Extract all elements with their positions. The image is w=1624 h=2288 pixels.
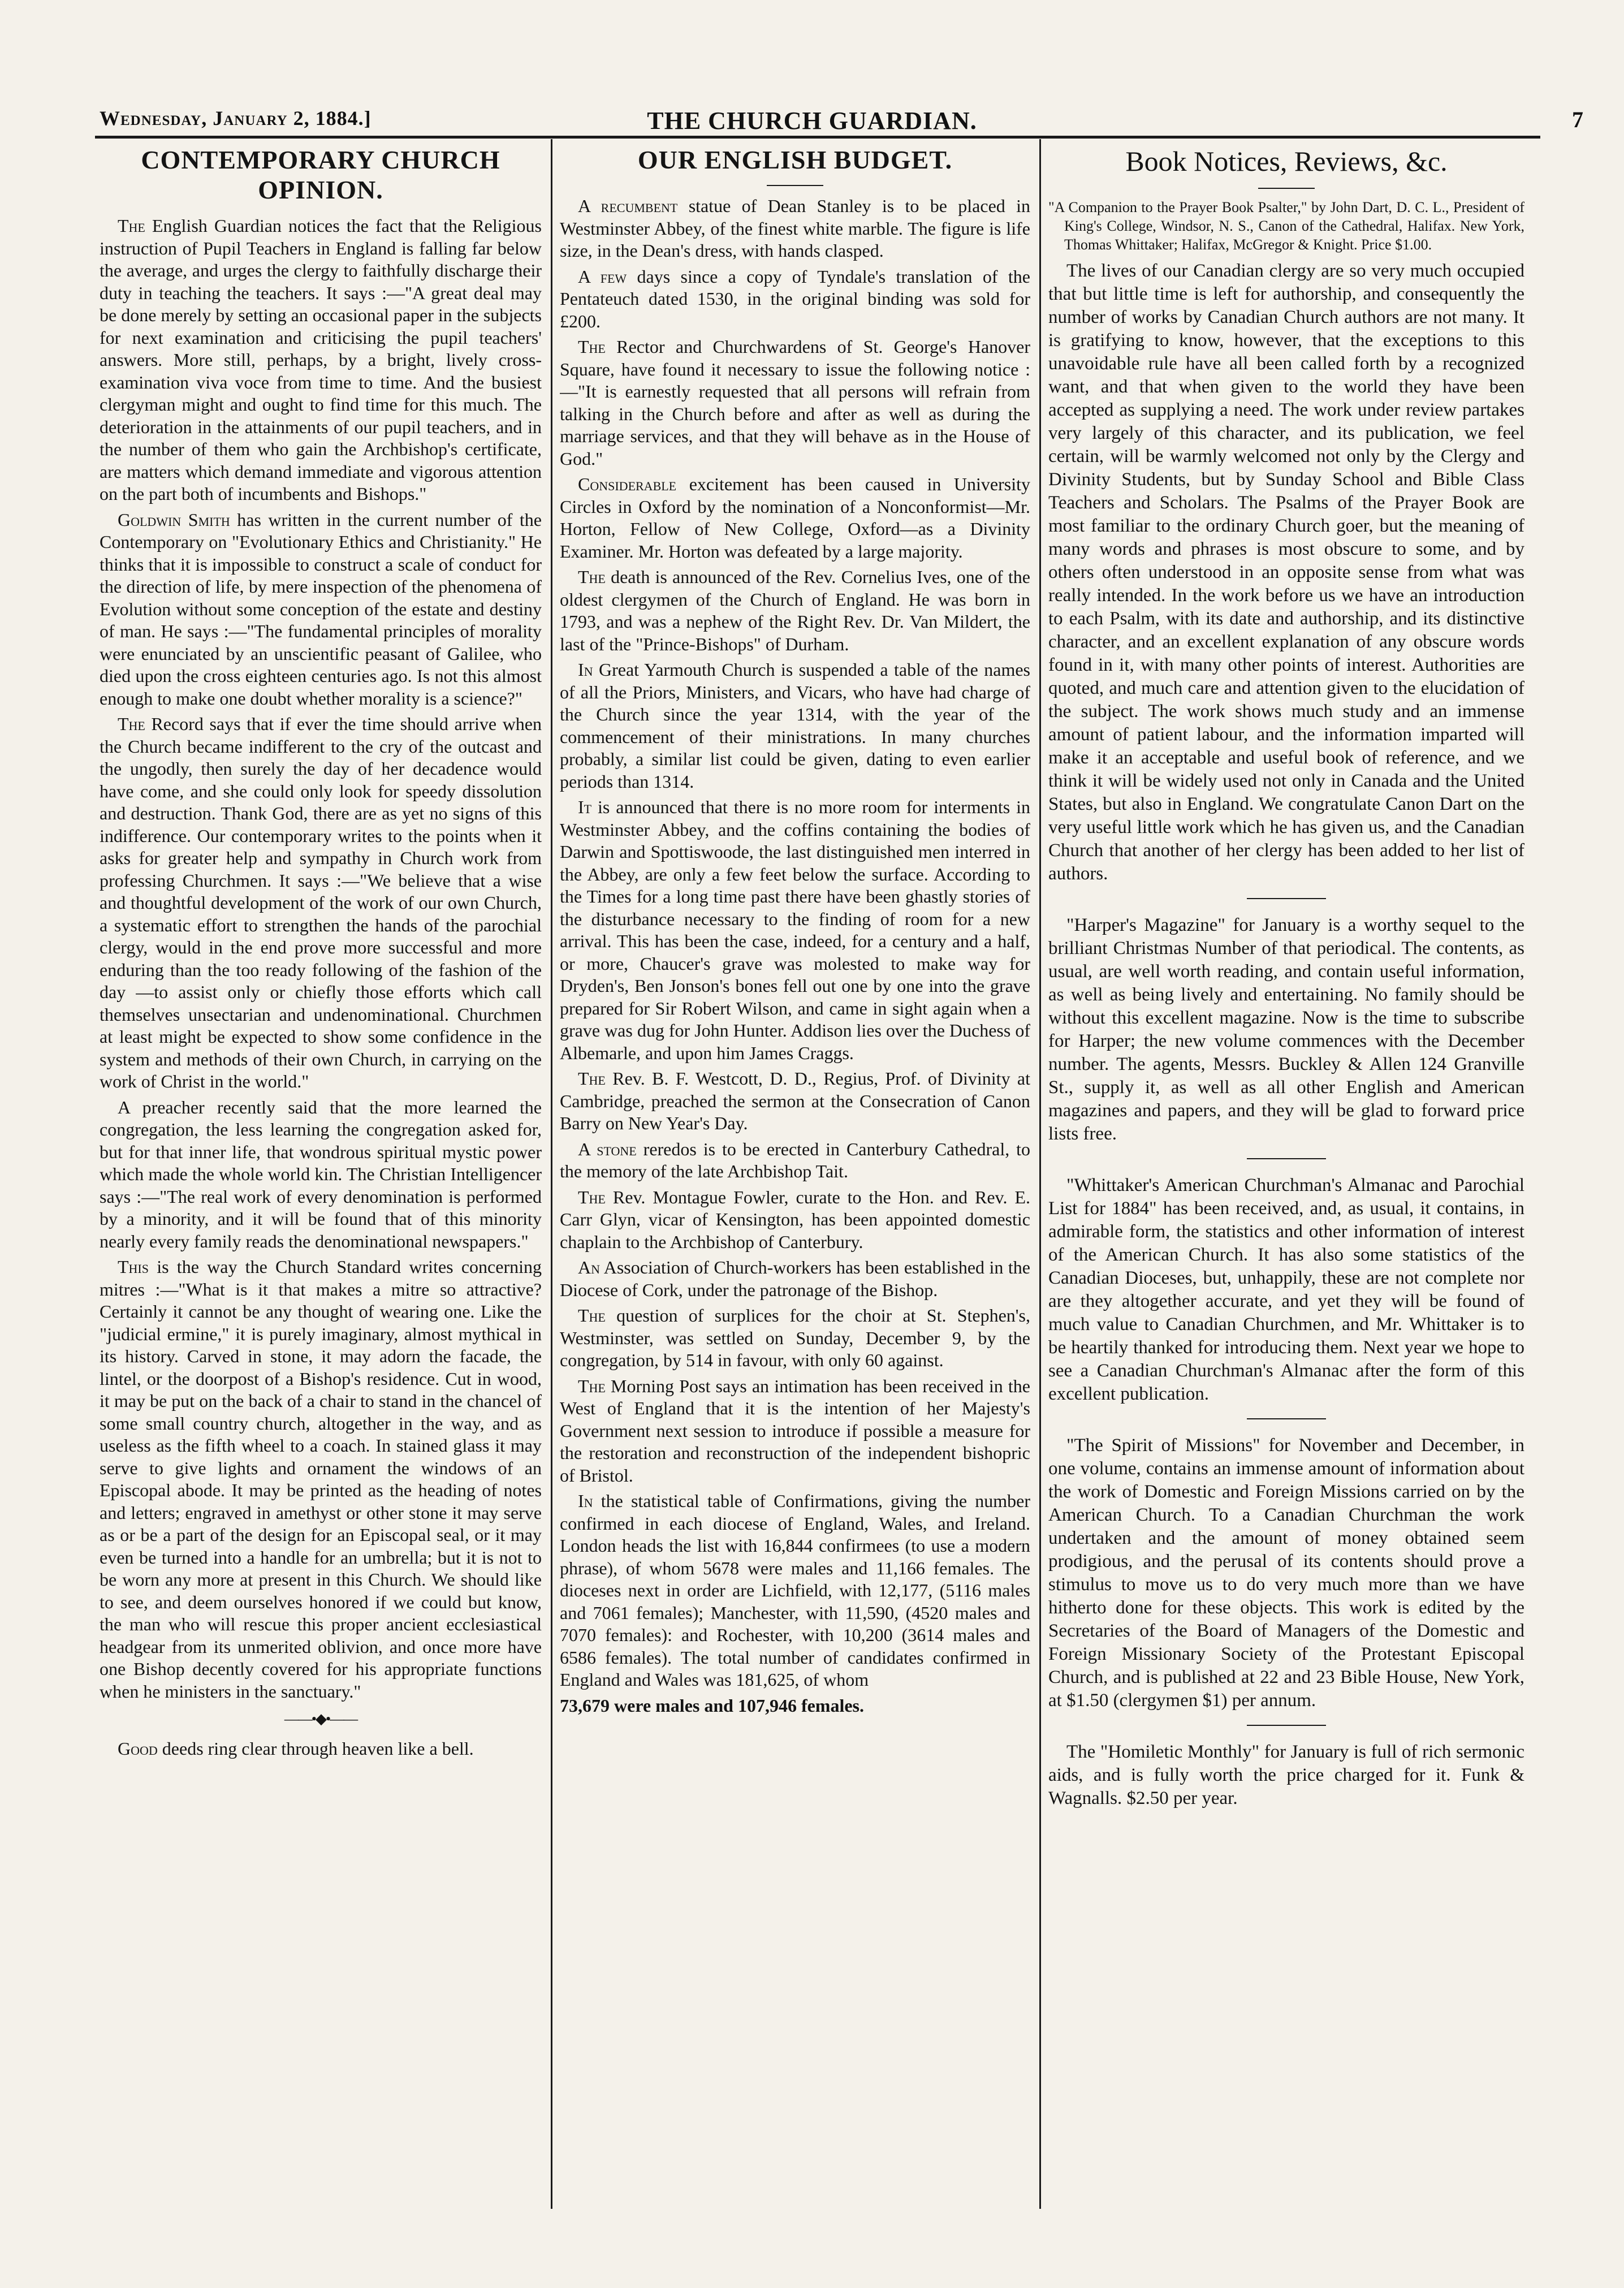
paragraph-lead: In	[578, 1491, 593, 1511]
column2-body	[560, 195, 1030, 1691]
book-entry: "A Companion to the Prayer Book Psalter," by John Dart, D. C. L., President of King's College, Windsor, N. S., Canon of the Cathedral, Halifax. New York, Thomas Whittaker; Halifax, McGregor & Knight. Price $1.00.	[1048, 199, 1524, 253]
article-paragraph	[100, 713, 542, 1093]
article-paragraph	[560, 336, 1030, 470]
paragraph-lead: A stone	[578, 1138, 637, 1159]
article-paragraph	[100, 509, 542, 710]
article-paragraph	[560, 1305, 1030, 1372]
article-paragraph	[1048, 1434, 1524, 1712]
article-paragraph	[560, 266, 1030, 333]
issue-date: Wednesday, January 2, 1884.]	[100, 107, 372, 129]
column3-body	[1048, 260, 1524, 1810]
article-paragraph	[560, 195, 1030, 262]
paragraph-text: excitement has been caused in University Circles in Oxford by the nomination of a Nonconformist—Mr. Horton, Fellow of New College, Oxford—as a Divinity Examiner. Mr. Horton was defeated by a large majority.	[560, 474, 1030, 562]
column2-heading: OUR ENGLISH BUDGET.	[637, 145, 953, 174]
paragraph-lead: The	[578, 1068, 606, 1089]
section-separator	[1247, 898, 1326, 899]
paragraph-text: Great Yarmouth Church is suspended a table of the names of all the Priors, Ministers, and Vicars, who have had charge of the Church since the year 1314, with the year of the commencement of their ministrations. In many churches probably, a similar list could be given, dating to even earlier periods than 1314.	[560, 659, 1030, 792]
article-paragraph	[560, 1138, 1030, 1183]
paragraph-text: A preacher recently said that the more learned the congregation, the less learning the congregation asked for, but for that inner life, that wondrous spiritual mystic power which made the whole world kin. The Christian Intelligencer says :—"The real work of every denomination is performed by a minority, and it will be found that of this minority nearly every family reads the denominational newspapers."	[100, 1096, 542, 1251]
article-paragraph	[1048, 914, 1524, 1146]
paragraph-lead: The	[578, 1375, 606, 1396]
paragraph-lead: An	[578, 1257, 600, 1277]
article-paragraph	[100, 1256, 542, 1703]
paragraph-text: Association of Church-workers has been established in the Diocese of Cork, under the patronage of the Bishop.	[560, 1257, 1030, 1300]
column-contemporary-church-opinion	[100, 139, 542, 2209]
section-separator	[1247, 1158, 1326, 1159]
paragraph-text: is announced that there is no more room for interments in Westminster Abbey, and the coffins containing the bodies of Darwin and Spottiswoode, the last distinguished men interred in the Abbey, are only a few feet below the surface. According to the Times for a long time past there have been ghastly stories of the disturbance necessary to the finding of room for a new arrival. This has been the case, indeed, for a century and a half, or more, Chaucer's grave was molested to make way for Dryden's, Ben Jonson's bones fell out one by one into the grave prepared for Sir Robert Wilson, and came in sight again when a grave was dug for John Hunter. Addison lies over the Duchess of Albemarle, and upon him James Craggs.	[560, 797, 1030, 1063]
heading-rule	[1258, 188, 1315, 189]
paragraph-text: has written in the current number of the Contemporary on "Evolutionary Ethics and Christianity." He thinks that it is impossible to construct a scale of conduct for the direction of life, by mere inspection of the phenomena of Evolution without some conception of the estate and destiny of man. He says :—"The fundamental principles of morality were enunciated by an unscientific peasant of Galilee, who died upon the cross eighteen centuries ago. Is not this almost enough to make one doubt whether morality is a science?"	[100, 509, 542, 709]
article-paragraph	[560, 1375, 1030, 1487]
paragraph-lead: It	[578, 797, 592, 817]
paragraph-text: deeds ring clear through heaven like a bell.	[162, 1738, 474, 1759]
article-paragraph	[560, 566, 1030, 655]
ornament-divider: ——•◆•——	[284, 1711, 357, 1727]
article-paragraph	[560, 659, 1030, 793]
paragraph-text: Rev. Montague Fowler, curate to the Hon. and Rev. E. Carr Glyn, vicar of Kensington, has been appointed domestic chaplain to the Archbishop of Canterbury.	[560, 1186, 1030, 1252]
paragraph-lead: The	[578, 1305, 606, 1326]
paragraph-text: English Guardian notices the fact that the Religious instruction of Pupil Teachers in England is falling far below the average, and urges the clergy to faithfully discharge their duty in teaching the teachers. It says :—"A great deal may be done merely by setting an occasional paper in the subjects for next examination and criticising the pupil teachers' answers. More still, perhaps, by a bright, lively cross-examination viva voce from time to time. And the busiest clergyman might and ought to find time for this much. The deterioration in the attainments of our pupil teachers, and in the number of them who gain the Archbishop's certificate, are matters which demand immediate and vigorous attention on the part both of incumbents and Bishops."	[100, 215, 542, 504]
paragraph-text: Morning Post says an intimation has been received in the West of England that it is the intention of her Majesty's Government next session to introduce if possible a measure for the restoration and reconstruction of the independent bishopric of Bristol.	[560, 1375, 1030, 1486]
column1-final-paragraph	[100, 1738, 542, 1760]
paragraph-text: The lives of our Canadian clergy are so very much occupied that but little time is left for authorship, and consequently the number of works by Canadian Church authors are not many. It is gratifying to know, however, that the exceptions to this unavoidable rule have all been called forth by a recognized want, and that when given to the world they have been accepted as supplying a need. The work under review partakes very largely of this character, and its publication, we feel certain, will be warmly welcomed not only by the Clergy and Divinity Students, but by Sunday School and Bible Class Teachers and Scholars. The Psalms of the Prayer Book are most familiar to the ordinary Church goer, but the meaning of many words and phrases is most obscure to some, and by others often understood in an opposite sense from what was really intended. In the work before us we have an introduction to each Psalm, with its date and authorship, and its distinctive character, and an excellent explanation of any obscure words found in it, with many other points of interest. Authorities are quoted, and much care and attention given to the elucidation of the subject. The work shows much study and an immense amount of patient labour, and the information imparted will make it an acceptable and useful book of reference, and we think it will be widely used not only in Canada and the United States, but also in England. We congratulate Canon Dart on the very useful little work which he has given us, and the Canadian Church that another of her clergy has been added to her list of authors.	[1048, 261, 1524, 884]
paragraph-text: The "Homiletic Monthly" for January is full of rich sermonic aids, and is fully worth the price charged for it. Funk & Wagnalls. $2.50 per year.	[1048, 1742, 1524, 1808]
paragraph-text: is the way the Church Standard writes concerning mitres :—"What is it that makes a mitre so attractive? Certainly it cannot be any thought of wearing one. Like the "judicial ermine," it is purely imaginary, almost mythical in its history. Carved in stone, it may adorn the facade, the lintel, or the doorpost of a Bishop's residence. Cut in wood, it may be put on the back of a chair to stand in the chancel of some small country church, altogether in the way, and as useless as the fifth wheel to a coach. In stained glass it may serve to give lights and ornament the windows of an Episcopal abode. It may be printed as the heading of notes and letters; engraved in amethyst or other stone it may serve as or be a part of the design for an Episcopal seal, or it may even be turned into a handle for an umbrella; but it is not to be worn any more at present in this Church. We should like to see, and deem ourselves honored if we could but know, the man who will rescue this proper ancient ecclesiastical headgear from its unmerited oblivion, and once more have one Bishop decently covered for his appropriate functions when he ministers in the sanctuary."	[100, 1257, 542, 1702]
column-divider-2	[1039, 139, 1041, 2209]
section-separator	[1247, 1418, 1326, 1419]
article-paragraph	[560, 1490, 1030, 1691]
article-paragraph	[560, 1068, 1030, 1135]
paragraph-lead: In	[578, 659, 593, 680]
paragraph-lead: The	[578, 567, 606, 587]
paragraph-text: Rev. B. F. Westcott, D. D., Regius, Prof. of Divinity at Cambridge, preached the sermon at the Consecration of Canon Barry on New Year's Day.	[560, 1068, 1030, 1133]
article-paragraph	[560, 1257, 1030, 1301]
paragraph-lead: The	[578, 1186, 606, 1207]
article-paragraph	[560, 796, 1030, 1064]
paragraph-text: days since a copy of Tyndale's translation of the Pentateuch dated 1530, in the original binding was sold for £200.	[560, 266, 1030, 331]
column-book-notices	[1048, 139, 1524, 2209]
paragraph-text: the statistical table of Confirmations, giving the number confirmed in each diocese of England, Wales, and Ireland. London heads the list with 16,844 confirmees (to use a modern phrase), of whom 5678 were males and 11,166 females. The dioceses next in order are Lichfield, with 12,177, (5116 males and 7061 females); Manchester, with 11,590, (4520 males and 7070 females): and Rochester, with 10,200 (3614 males and 6586 females). The total number of candidates confirmed in England and Wales was 181,625, of whom	[560, 1491, 1030, 1690]
paragraph-text: reredos is to be erected in Canterbury Cathedral, to the memory of the late Archbishop Tait.	[560, 1138, 1030, 1181]
paragraph-text: statue of Dean Stanley is to be placed in Westminster Abbey, of the finest white marble. The figure is life size, in the Dean's dress, with hands clasped.	[560, 196, 1030, 261]
paragraph-text: "The Spirit of Missions" for November and December, in one volume, contains an immense amount of information about the work of Domestic and Foreign Missions carried on by the American Church. To a Canadian Churchman the work undertaken and the amount of money obtained seem prodigious, and the perusal of its contents should prove a stimulus to move us to do very much more than we have hitherto done for these objects. This work is edited by the Secretaries of the Board of Managers of the Domestic and Foreign Missionary Society of the Protestant Episcopal Church, and is published at 22 and 23 Bible House, New York, at $1.50 (clergymen $1) per annum.	[1048, 1435, 1524, 1711]
section-separator	[1247, 1725, 1326, 1726]
article-paragraph	[1048, 260, 1524, 886]
article-paragraph	[100, 1096, 542, 1253]
paragraph-lead: A recumbent	[578, 196, 678, 216]
paragraph-lead: Considerable	[578, 474, 677, 494]
column2-final-line: 73,679 were males and 107,946 females.	[560, 1695, 864, 1716]
page-number: 7	[1572, 107, 1583, 132]
column-our-english-budget	[560, 139, 1030, 2209]
paragraph-text: death is announced of the Rev. Cornelius Ives, one of the oldest clergymen of the Church of England. He was born in 1793, and was a nephew of the Right Rev. Dr. Van Mildert, the last of the "Prince-Bishops" of Durham.	[560, 567, 1030, 654]
column-divider-1	[551, 139, 552, 2209]
paragraph-text: "Whittaker's American Churchman's Almanac and Parochial List for 1884" has been received, and, as usual, it contains, in admirable form, the statistics and other information of interest of the American Church. It has also some statistics of the Canadian Dioceses, but, unhappily, these are not complete nor are they altogether accurate, and yet they will be found of much value to Canadian Churchmen, and Mr. Whittaker is to be heartily thanked for introducing them. Next year we hope to see a Canadian Churchman's Almanac after the form of this excellent publication.	[1048, 1175, 1524, 1404]
paragraph-lead: This	[118, 1257, 149, 1277]
paragraph-text: Record says that if ever the time should arrive when the Church became indifferent to the cry of the outcast and the ungodly, then surely the day of her decadence would have come, and she could only look for speedy dissolution and destruction. Thank God, there are as yet no signs of this indifference. Our contemporary writes to the points when it asks for greater help and sympathy in Church work from professing Churchmen. It says :—"We believe that a wise and thoughtful development of the work of our own Church, a systematic effort to strengthen the hands of the parochial clergy, would in the end prove more successful and more enduring than the too ready following of the fashion of the day —to assist only or chiefly those efforts which call themselves unsectarian and undenominational. Churchmen at least might be expected to show some confidence in the system and methods of their own Church, in carrying on the work of Christ in the world."	[100, 714, 542, 1091]
article-paragraph	[1048, 1741, 1524, 1810]
paragraph-lead: A few	[578, 266, 627, 287]
article-paragraph	[560, 473, 1030, 563]
paragraph-lead: Goldwin Smith	[118, 509, 230, 530]
article-paragraph	[1048, 1174, 1524, 1406]
column1-body	[100, 215, 542, 1703]
paragraph-lead: Good	[118, 1738, 158, 1759]
masthead-title: THE CHURCH GUARDIAN.	[647, 107, 977, 135]
heading-rule	[767, 185, 823, 186]
paragraph-text: "Harper's Magazine" for January is a worthy sequel to the brilliant Christmas Number of that periodical. The contents, as usual, are well worth reading, and contain useful information, as well as being lively and entertaining. No family should be without this excellent magazine. Now is the time to subscribe for Harper; the new volume commences with the December number. The agents, Messrs. Buckley & Allen 124 Granville St., supply it, as well as all other English and American magazines and papers, and they will be glad to forward price lists free.	[1048, 915, 1524, 1144]
paragraph-text: Rector and Churchwardens of St. George's Hanover Square, have found it necessary to issue the following notice :—"It is earnestly requested that all persons will refrain from talking in the Church before and after as well as during the marriage services, and that they will behave as in the House of God."	[560, 336, 1030, 469]
column3-heading: Book Notices, Reviews, &c.	[1125, 145, 1448, 177]
header-rule	[95, 136, 1540, 139]
paragraph-lead: The	[118, 215, 145, 236]
article-paragraph	[560, 1186, 1030, 1254]
paragraph-lead: The	[578, 336, 606, 357]
column1-heading: CONTEMPORARY CHURCH OPINION.	[141, 145, 500, 204]
paragraph-lead: The	[118, 714, 145, 734]
article-paragraph	[100, 215, 542, 506]
paragraph-text: question of surplices for the choir at St. Stephen's, Westminster, was settled on Sunday, December 9, by the congregation, by 514 in favour, with only 60 against.	[560, 1305, 1030, 1370]
